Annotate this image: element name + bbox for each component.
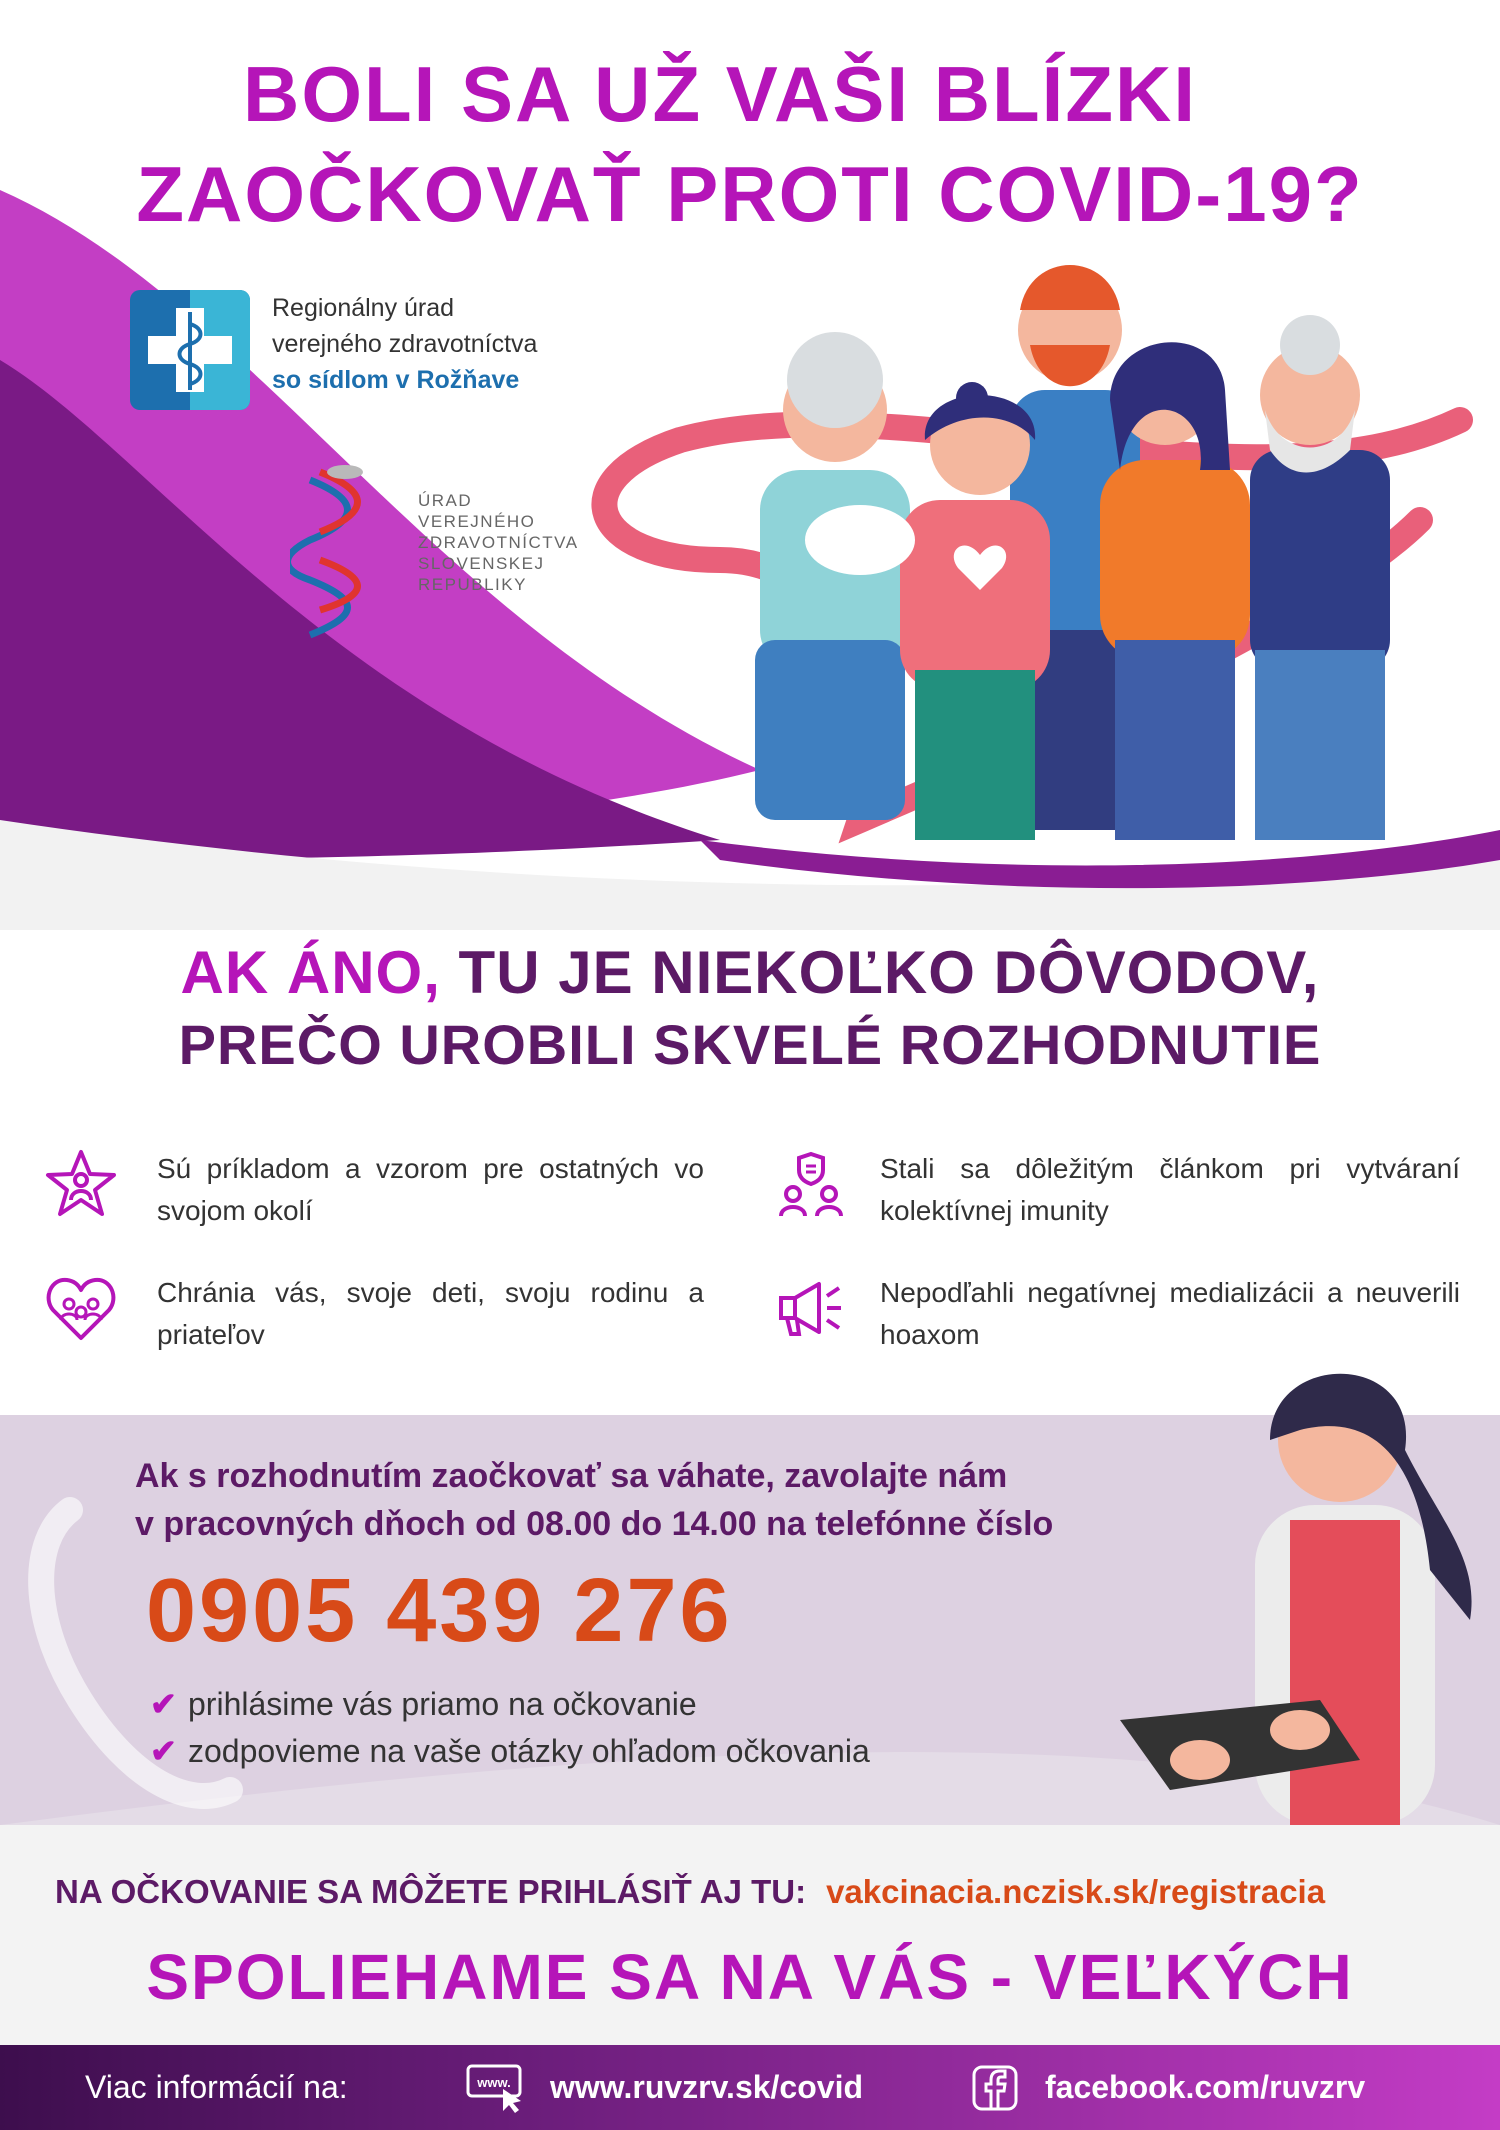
call-instructions xyxy=(135,1452,1053,1548)
check-item-1 xyxy=(150,1685,697,1723)
call-line-1: Ak s rozhodnutím zaočkovať sa váhate, zavolajte nám xyxy=(135,1457,1008,1495)
registration-label: NA OČKOVANIE SA MÔŽETE PRIHLÁSIŤ AJ TU: xyxy=(55,1873,807,1910)
regional-office-line-2: verejného zdravotníctva xyxy=(272,330,538,358)
footer-facebook-link[interactable]: facebook.com/ruvzrv xyxy=(1045,2069,1366,2105)
reason-3-text: Chránia vás, svoje deti, svoju rodinu a priateľov xyxy=(157,1277,704,1350)
reason-2-text: Stali sa dôležitým článkom pri vytváraní kolektívnej imunity xyxy=(880,1153,1460,1226)
check-item-2 xyxy=(150,1732,870,1770)
star-person-icon xyxy=(45,1148,117,1220)
medical-cross-icon xyxy=(130,290,250,410)
uvz-line-3: ZDRAVOTNÍCTVA xyxy=(418,533,579,552)
phone-number[interactable]: 0905 439 276 xyxy=(146,1561,733,1661)
facebook-icon xyxy=(972,2065,1018,2111)
registration-line xyxy=(55,1873,1325,1911)
uvz-dna-logo-icon xyxy=(290,460,380,640)
uvz-line-4: SLOVENSKEJ xyxy=(418,554,545,573)
registration-url-link[interactable]: vakcinacia.nczisk.sk/registracia xyxy=(826,1873,1326,1910)
megaphone-icon xyxy=(775,1272,847,1344)
group-shield-icon xyxy=(775,1148,847,1220)
check-item-2-text: zodpovieme na vaše otázky ohľadom očkovania xyxy=(188,1733,870,1769)
footer-bar xyxy=(0,2045,1500,2130)
www-cursor-icon xyxy=(465,2063,527,2113)
footer-label: Viac informácií na: xyxy=(85,2069,348,2105)
subheading-part-2: TU JE NIEKOĽKO DÔVODOV, xyxy=(440,939,1320,1006)
uvz-line-1: ÚRAD xyxy=(418,491,473,510)
reason-4-text: Nepodľahli negatívnej medializácii a neuverili hoaxom xyxy=(880,1277,1460,1350)
check-icon: ✔ xyxy=(150,1686,177,1722)
uvz-line-2: VEREJNÉHO xyxy=(418,512,536,531)
uvz-name xyxy=(418,490,579,595)
regional-office-logo xyxy=(130,290,250,410)
uvz-line-5: REPUBLIKY xyxy=(418,575,527,594)
headline-line-2: ZAOČKOVAŤ PROTI COVID-19? xyxy=(136,150,1364,238)
regional-office-line-1: Regionálny úrad xyxy=(272,294,455,322)
slogan: SPOLIEHAME SA NA VÁS - VEĽKÝCH xyxy=(146,1941,1354,2013)
check-icon: ✔ xyxy=(150,1733,177,1769)
subheading-line-1 xyxy=(0,938,1500,1007)
heart-family-icon xyxy=(45,1272,117,1344)
regional-office-line-3: so sídlom v Rožňave xyxy=(272,366,520,394)
reason-1-text: Sú príkladom a vzorom pre ostatných vo svojom okolí xyxy=(157,1153,704,1226)
family-illustration xyxy=(755,265,1390,840)
www-icon-label: www. xyxy=(477,2075,511,2090)
check-item-1-text: prihlásime vás priamo na očkovanie xyxy=(188,1686,697,1722)
regional-office-name xyxy=(272,290,537,398)
subheading-part-1: AK ÁNO, xyxy=(180,939,441,1006)
footer-website-link[interactable]: www.ruvzrv.sk/covid xyxy=(550,2069,863,2105)
call-line-2: v pracovných dňoch od 08.00 do 14.00 na telefónne číslo xyxy=(135,1505,1054,1543)
subheading-line-2: PREČO UROBILI SKVELÉ ROZHODNUTIE xyxy=(178,1013,1322,1076)
headline-line-1: BOLI SA UŽ VAŠI BLÍZKI xyxy=(243,50,1197,138)
